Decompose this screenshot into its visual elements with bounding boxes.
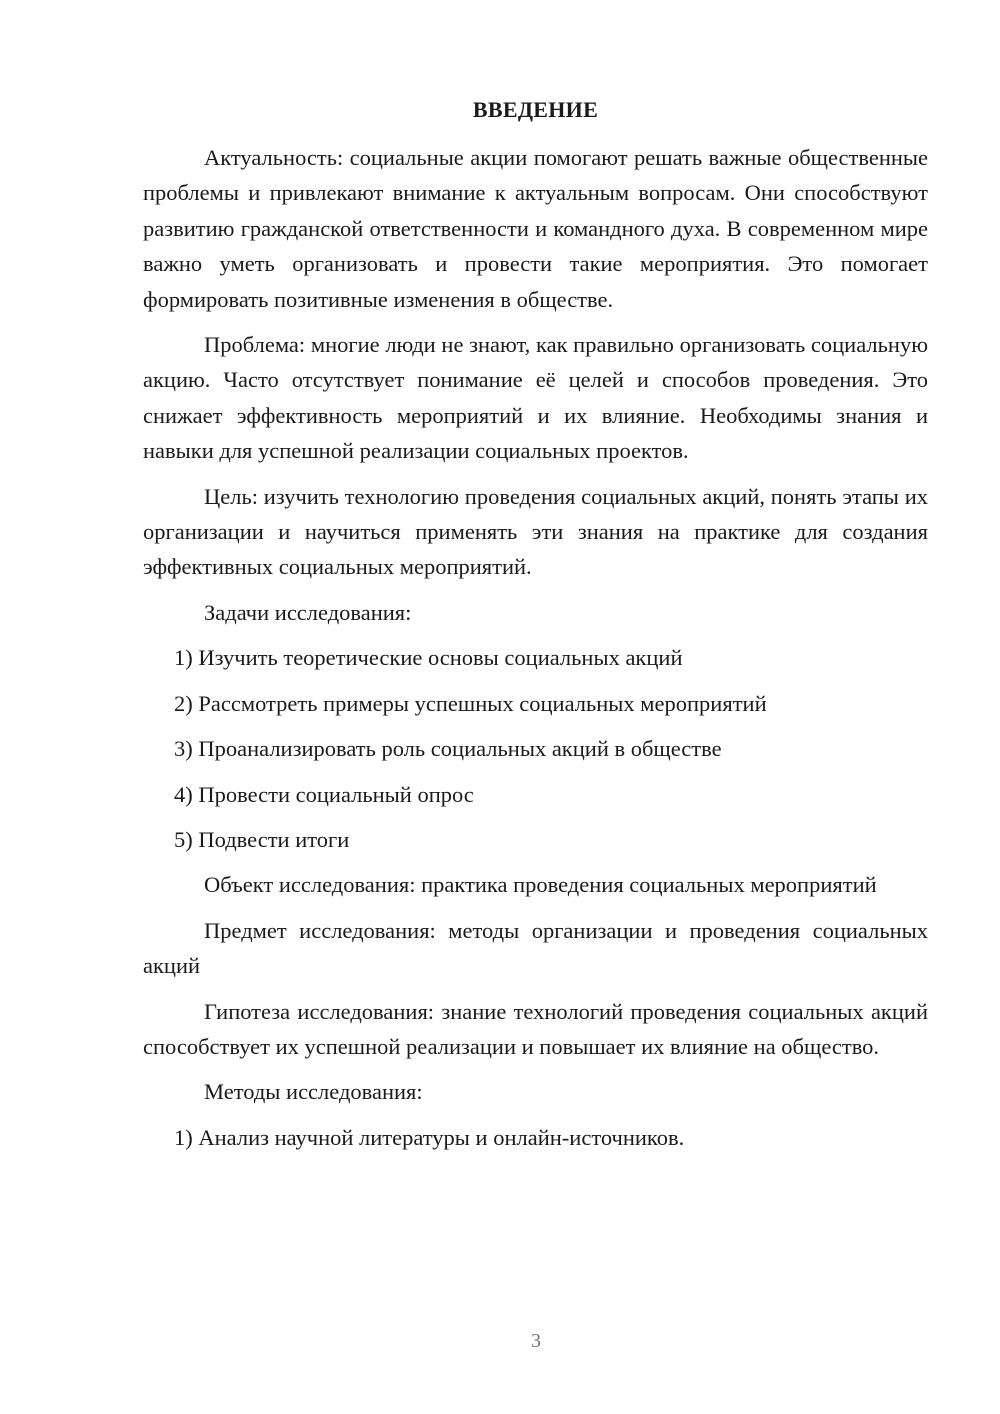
page-content bbox=[143, 92, 928, 1155]
goal-paragraph: Цель: изучить технологию проведения социальных акций, понять этапы их организации и научиться применять эти знания на практике для создания эффективных социальных мероприятий. bbox=[143, 483, 928, 580]
method-item-1: 1) Анализ научной литературы и онлайн-источников. bbox=[174, 1124, 685, 1150]
subject-paragraph: Предмет исследования: методы организации и проведения социальных акций bbox=[143, 917, 928, 979]
task-item-3: 3) Проанализировать роль социальных акций в обществе bbox=[174, 736, 722, 762]
tasks-heading: Задачи исследования: bbox=[204, 599, 412, 625]
hypothesis-paragraph: Гипотеза исследования: знание технологий проведения социальных акций способствует их успешной реализации и повышает их влияние на общество. bbox=[143, 998, 928, 1059]
task-item-2: 2) Рассмотреть примеры успешных социальных мероприятий bbox=[174, 690, 767, 716]
relevance-paragraph: Актуальность: социальные акции помогают решать важные общественные проблемы и привлекают внимание к актуальным вопросам. Они способствуют развитию гражданской ответственности и командного духа. В современном мире важно уметь организовать и провести такие мероприятия. Это помогает формировать позитивные изменения в обществе. bbox=[143, 145, 928, 312]
methods-list bbox=[143, 1120, 928, 1155]
object-paragraph: Объект исследования: практика проведения социальных мероприятий bbox=[204, 872, 877, 898]
section-title: ВВЕДЕНИЕ bbox=[472, 97, 599, 122]
tasks-list bbox=[143, 640, 928, 857]
task-item-5: 5) Подвести итоги bbox=[174, 826, 350, 852]
task-item-1: 1) Изучить теоретические основы социальных акций bbox=[174, 645, 683, 671]
page-number: 3 bbox=[531, 1330, 541, 1352]
problem-paragraph: Проблема: многие люди не знают, как правильно организовать социальную акцию. Часто отсутствует понимание её целей и способов проведения. Это снижает эффективность мероприятий и их влияние. Необходимы знания и навыки для успешной реализации социальных проектов. bbox=[143, 332, 928, 464]
methods-heading: Методы исследования: bbox=[204, 1079, 423, 1105]
task-item-4: 4) Провести социальный опрос bbox=[174, 781, 474, 807]
